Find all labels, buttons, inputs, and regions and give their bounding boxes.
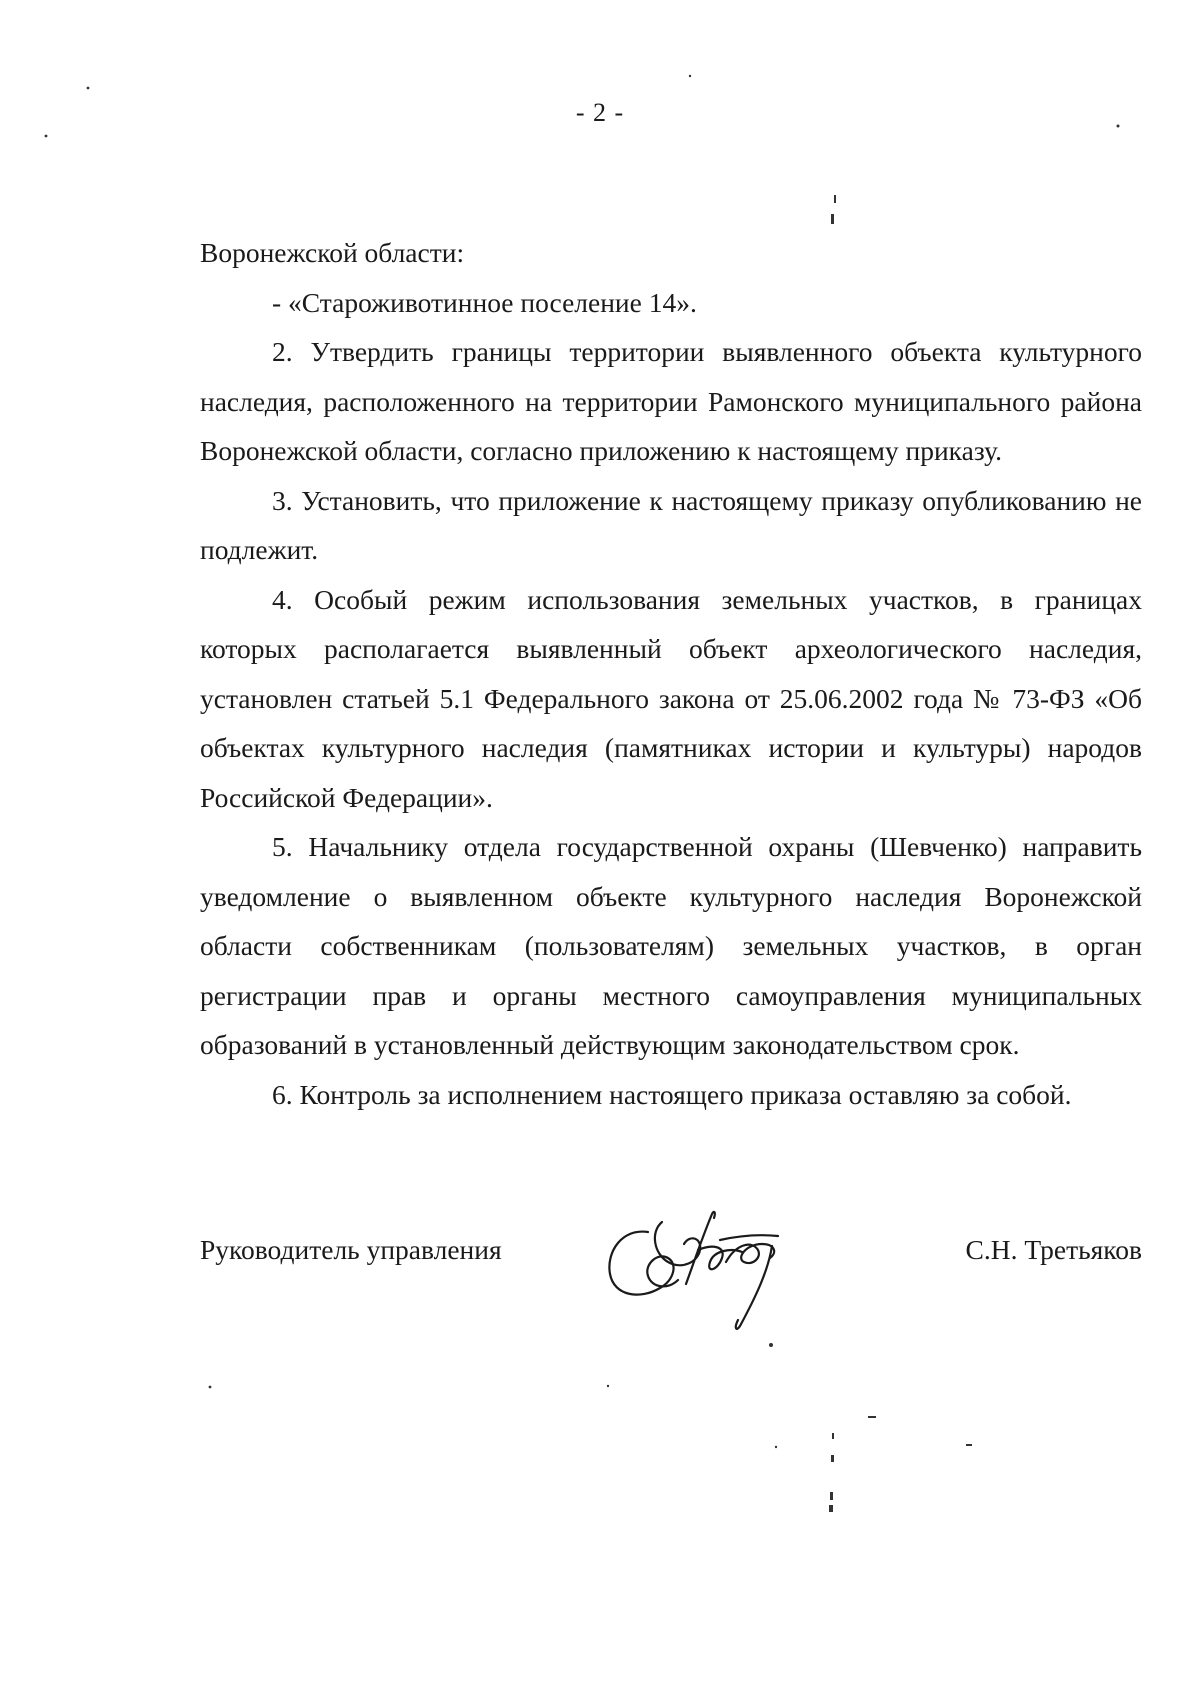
- signatory-title: Руководитель управления: [200, 1234, 502, 1265]
- signature-block: [200, 1228, 1142, 1348]
- paragraph-item-6: 6. Контроль за исполнением настоящего приказа оставляю за собой.: [272, 1078, 1072, 1110]
- paragraph-object-name: - «Староживотинное поселение 14».: [272, 286, 697, 318]
- paragraph-item-2: 2. Утвердить границы территории выявленного объекта культурного наследия, расположенного на территории Рамонского муниципального района Воронежской области, согласно приложению к настоящему приказу.: [200, 336, 1142, 466]
- paragraph-region-continuation: Воронежской области:: [200, 237, 465, 268]
- document-body: [200, 228, 1142, 1119]
- signatory-name: С.Н. Третьяков: [965, 1234, 1142, 1265]
- page-number: - 2 -: [575, 98, 625, 127]
- handwritten-signature: [602, 1192, 802, 1342]
- paragraph-item-3: 3. Установить, что приложение к настоящему приказу опубликованию не подлежит.: [200, 484, 1142, 565]
- paragraph-item-4: 4. Особый режим использования земельных участков, в границах которых располагается выявленный объект археологического наследия, установлен статьей 5.1 Федерального закона от 25.06.2002 года № 73-ФЗ «Об объектах культурного наследия (памятниках истории и культуры) народов Российской Федерации».: [200, 583, 1142, 813]
- paragraph-item-5: 5. Начальнику отдела государственной охраны (Шевченко) направить уведомление о выявленном объекте культурного наследия Воронежской области собственникам (пользователям) земельных участков, в орган регистрации прав и органы местного самоуправления муниципальных образований в установленный действующим законодательством срок.: [200, 831, 1142, 1060]
